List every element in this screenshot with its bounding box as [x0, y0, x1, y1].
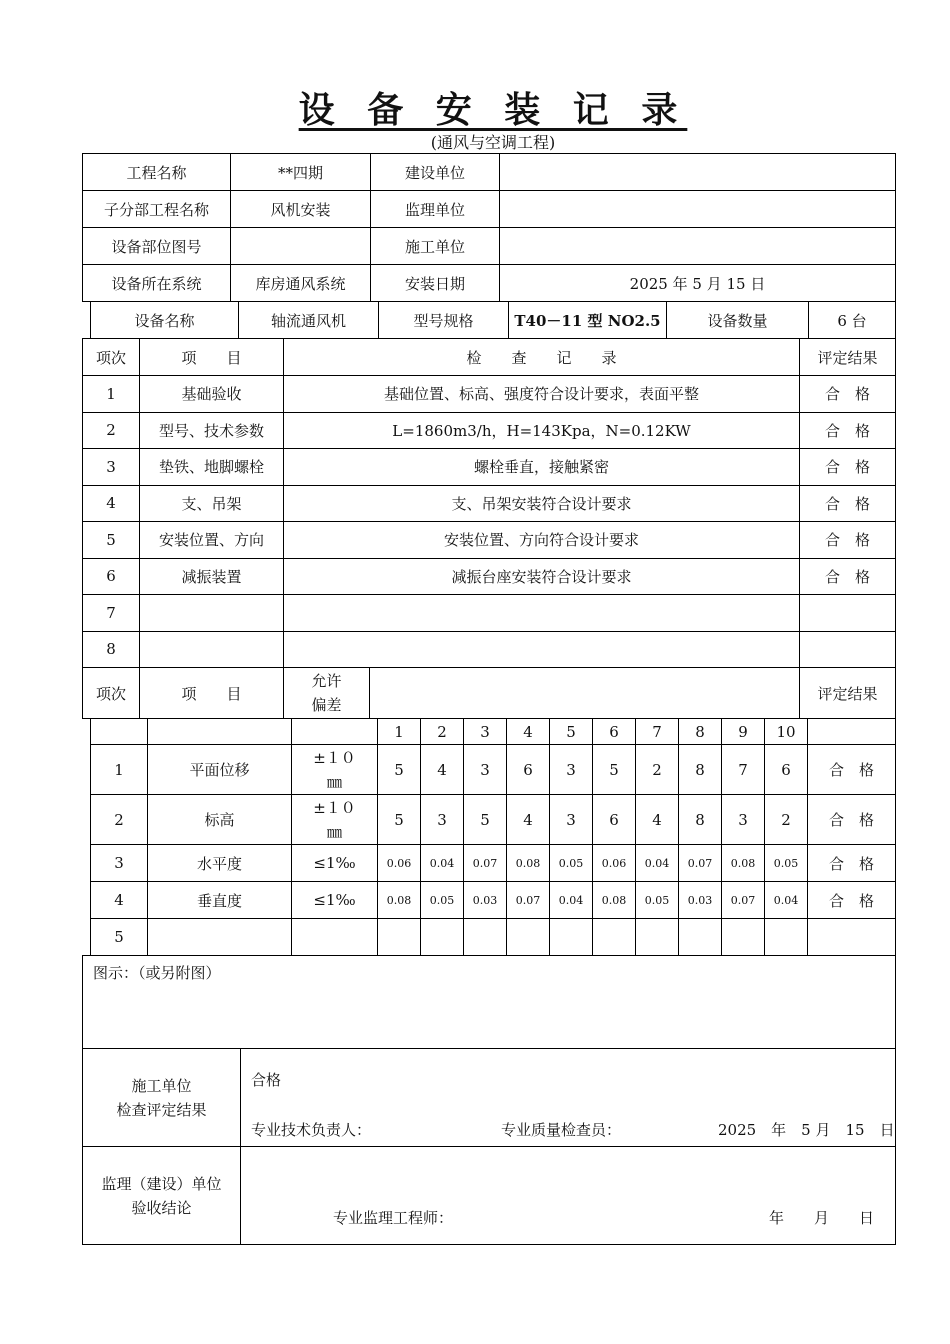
row-result: 合 格 — [808, 795, 896, 845]
row-record: 螺栓垂直，接触紧密 — [284, 449, 800, 486]
val — [679, 919, 722, 956]
row-no: 6 — [83, 558, 140, 595]
supervision-content — [241, 1147, 896, 1245]
val: 4 — [636, 795, 679, 845]
system-label: 设备所在系统 — [83, 265, 231, 302]
measure-col-blank — [370, 668, 800, 719]
val — [593, 919, 636, 956]
row-result: 合 格 — [800, 558, 896, 595]
val: 0.08 — [507, 845, 550, 882]
row-tol: ±１０ ㎜ — [292, 745, 378, 795]
row-record: 减振台座安装符合设计要求 — [284, 558, 800, 595]
row-no: 3 — [83, 449, 140, 486]
val: 3 — [550, 795, 593, 845]
val: 5 — [378, 795, 421, 845]
row-result: 合 格 — [800, 522, 896, 559]
table-row — [83, 412, 896, 449]
row-no: 4 — [83, 485, 140, 522]
val — [765, 919, 808, 956]
row-item: 减振装置 — [140, 558, 284, 595]
point-header: 5 — [550, 719, 593, 745]
val: 0.07 — [464, 845, 507, 882]
val: 3 — [722, 795, 765, 845]
row-tol: ≤1‰ — [292, 845, 378, 882]
constructor-label: 施工单位 — [371, 228, 500, 265]
signature-table — [82, 955, 896, 1245]
table-row — [91, 745, 896, 795]
row-result: 合 格 — [808, 882, 896, 919]
row-record — [284, 595, 800, 632]
row-record: 支、吊架安装符合设计要求 — [284, 485, 800, 522]
val: 6 — [593, 795, 636, 845]
row-result: 合 格 — [800, 412, 896, 449]
qc-label: 专业质量检查员： — [501, 1121, 622, 1139]
table-row — [83, 595, 896, 632]
construction-content — [241, 1049, 896, 1147]
info-table — [82, 153, 896, 302]
project-label: 工程名称 — [83, 154, 231, 191]
table-row — [91, 795, 896, 845]
row-item: 水平度 — [148, 845, 292, 882]
date-label: 安装日期 — [371, 265, 500, 302]
row-result: 合 格 — [808, 845, 896, 882]
document-title: 设 备 安 装 记 录 — [298, 89, 688, 131]
supervision-label-line2: 验收结论 — [131, 1198, 192, 1217]
drawing-label: 设备部位图号 — [83, 228, 231, 265]
row-record — [284, 631, 800, 668]
val: 8 — [679, 795, 722, 845]
val: 0.08 — [593, 882, 636, 919]
row-item: 垫铁、地脚螺栓 — [140, 449, 284, 486]
figure-area: 图示：（或另附图） — [83, 956, 896, 1049]
point-header: 1 — [378, 719, 421, 745]
val — [378, 919, 421, 956]
val — [722, 919, 765, 956]
check-col-result: 评定结果 — [800, 339, 896, 376]
point-header: 6 — [593, 719, 636, 745]
val: 0.07 — [507, 882, 550, 919]
row-tol — [292, 919, 378, 956]
row-no: 7 — [83, 595, 140, 632]
row-record: 安装位置、方向符合设计要求 — [284, 522, 800, 559]
val: 6 — [765, 745, 808, 795]
val: 0.05 — [550, 845, 593, 882]
supervisor-value — [500, 191, 896, 228]
val — [636, 919, 679, 956]
row-result: 合 格 — [800, 485, 896, 522]
row-result — [800, 631, 896, 668]
table-row — [83, 558, 896, 595]
document-subtitle: (通风与空调工程) — [430, 133, 556, 152]
row-result: 合 格 — [800, 449, 896, 486]
builder-label: 建设单位 — [371, 154, 500, 191]
val: 0.08 — [722, 845, 765, 882]
supervision-label — [83, 1147, 241, 1245]
row-no: 5 — [91, 919, 148, 956]
engineer-label: 专业监理工程师： — [333, 1209, 454, 1227]
table-row — [83, 485, 896, 522]
row-item: 基础验收 — [140, 376, 284, 413]
val: 6 — [507, 745, 550, 795]
row-item: 支、吊架 — [140, 485, 284, 522]
val: 5 — [378, 745, 421, 795]
row-no: 8 — [83, 631, 140, 668]
val: 3 — [421, 795, 464, 845]
row-no: 4 — [91, 882, 148, 919]
val: 0.05 — [636, 882, 679, 919]
val: 5 — [464, 795, 507, 845]
val: 0.04 — [550, 882, 593, 919]
measure-col-result: 评定结果 — [800, 668, 896, 719]
supervisor-label: 监理单位 — [371, 191, 500, 228]
date-value: 2025 年 5 月 15 日 — [500, 265, 896, 302]
blank-cell — [91, 719, 148, 745]
measure-col-tol: 允许偏差 — [284, 668, 370, 719]
val — [550, 919, 593, 956]
row-no: 1 — [91, 745, 148, 795]
row-no: 2 — [83, 412, 140, 449]
system-value: 库房通风系统 — [231, 265, 371, 302]
val: 3 — [464, 745, 507, 795]
check-table — [82, 338, 896, 668]
equipment-table — [90, 301, 896, 339]
measure-col-item: 项 目 — [140, 668, 284, 719]
val: 8 — [679, 745, 722, 795]
table-row — [83, 631, 896, 668]
val: 2 — [765, 795, 808, 845]
val: 0.05 — [421, 882, 464, 919]
val: 0.05 — [765, 845, 808, 882]
val — [421, 919, 464, 956]
construction-label-line2: 检查评定结果 — [116, 1100, 207, 1119]
point-header: 8 — [679, 719, 722, 745]
drawing-value — [231, 228, 371, 265]
row-item — [140, 595, 284, 632]
val: 0.08 — [378, 882, 421, 919]
val: 0.03 — [679, 882, 722, 919]
model-value: T40－11 型 NO2.5 — [509, 302, 667, 339]
points-row — [91, 719, 896, 745]
row-record: 基础位置、标高、强度符合设计要求，表面平整 — [284, 376, 800, 413]
point-header: 9 — [722, 719, 765, 745]
qty-label: 设备数量 — [667, 302, 809, 339]
row-tol: ±１０ ㎜ — [292, 795, 378, 845]
val: 0.04 — [765, 882, 808, 919]
table-row — [83, 376, 896, 413]
row-result: 合 格 — [800, 376, 896, 413]
blank-cell — [292, 719, 378, 745]
point-header: 3 — [464, 719, 507, 745]
measure-header-table — [82, 667, 896, 719]
row-no: 2 — [91, 795, 148, 845]
val: 4 — [421, 745, 464, 795]
blank-cell — [808, 719, 896, 745]
row-item: 平面位移 — [148, 745, 292, 795]
val: 2 — [636, 745, 679, 795]
val: 3 — [550, 745, 593, 795]
equipment-label: 设备名称 — [91, 302, 239, 339]
val: 0.03 — [464, 882, 507, 919]
construction-label-line1: 施工单位 — [131, 1076, 192, 1095]
row-item: 安装位置、方向 — [140, 522, 284, 559]
point-header: 7 — [636, 719, 679, 745]
row-item — [148, 919, 292, 956]
row-result — [808, 919, 896, 956]
row-item — [140, 631, 284, 668]
point-header: 4 — [507, 719, 550, 745]
builder-value — [500, 154, 896, 191]
point-header: 2 — [421, 719, 464, 745]
row-record: L=1860m3/h，H=143Kpa，N=0.12KW — [284, 412, 800, 449]
val: 0.07 — [679, 845, 722, 882]
val: 5 — [593, 745, 636, 795]
val: 0.04 — [636, 845, 679, 882]
val: 0.06 — [593, 845, 636, 882]
project-value: **四期 — [231, 154, 371, 191]
row-no: 5 — [83, 522, 140, 559]
val: 4 — [507, 795, 550, 845]
table-row — [91, 845, 896, 882]
construction-date: 2025 年 5 月 15 日 — [718, 1121, 895, 1139]
point-header: 10 — [765, 719, 808, 745]
val — [464, 919, 507, 956]
subproject-value: 风机安装 — [231, 191, 371, 228]
row-result: 合 格 — [808, 745, 896, 795]
measure-col-no: 项次 — [83, 668, 140, 719]
subproject-label: 子分部工程名称 — [83, 191, 231, 228]
check-col-item: 项 目 — [140, 339, 284, 376]
row-tol: ≤1‰ — [292, 882, 378, 919]
val — [507, 919, 550, 956]
qty-value: 6 台 — [809, 302, 896, 339]
measure-table — [90, 718, 896, 956]
val: 0.04 — [421, 845, 464, 882]
check-col-record: 检 查 记 录 — [284, 339, 800, 376]
constructor-value — [500, 228, 896, 265]
row-item: 标高 — [148, 795, 292, 845]
row-result — [800, 595, 896, 632]
val: 7 — [722, 745, 765, 795]
table-row — [83, 449, 896, 486]
val: 0.07 — [722, 882, 765, 919]
supervision-date: 年 月 日 — [769, 1209, 875, 1227]
row-item: 垂直度 — [148, 882, 292, 919]
row-no: 1 — [83, 376, 140, 413]
row-no: 3 — [91, 845, 148, 882]
model-label: 型号规格 — [379, 302, 509, 339]
equipment-value: 轴流通风机 — [239, 302, 379, 339]
table-row — [91, 919, 896, 956]
check-col-no: 项次 — [83, 339, 140, 376]
table-row — [91, 882, 896, 919]
row-item: 型号、技术参数 — [140, 412, 284, 449]
val: 0.06 — [378, 845, 421, 882]
tech-lead-label: 专业技术负责人： — [251, 1121, 372, 1139]
blank-cell — [148, 719, 292, 745]
supervision-label-line1: 监理（建设）单位 — [101, 1174, 222, 1193]
construction-label — [83, 1049, 241, 1147]
table-row — [83, 522, 896, 559]
construction-result: 合格 — [251, 1071, 282, 1089]
